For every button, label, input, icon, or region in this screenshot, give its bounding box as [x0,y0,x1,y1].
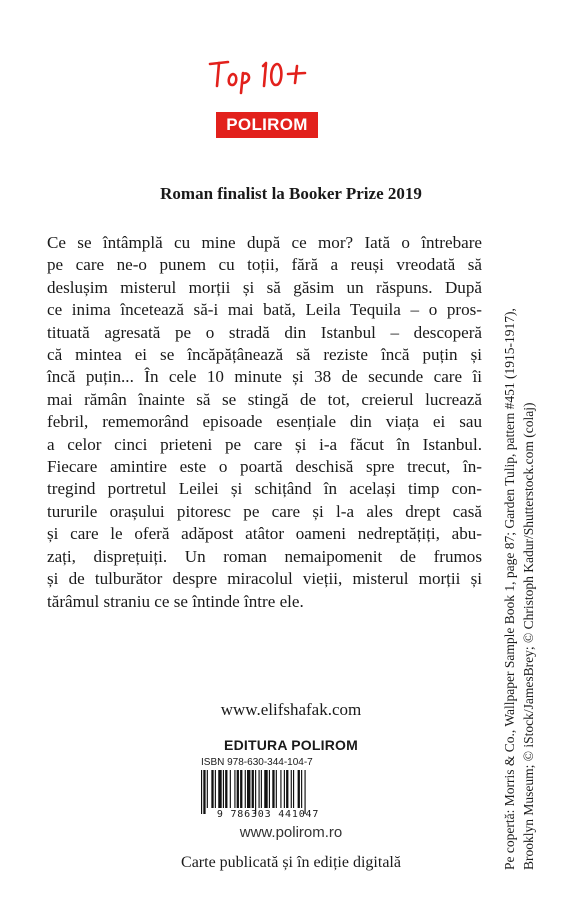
blurb-line: Ce se întâmplă cu mine după ce mor? Iată o întrebare [47,233,482,252]
blurb-line: tituată agresată pe o stradă din Istanbul – descoperă [47,322,482,342]
top10-logo [206,56,316,96]
publisher-website-link[interactable]: www.polirom.ro [239,824,343,841]
barcode-bar [305,770,306,814]
cover-credits-line: Brooklyn Museum; © iStock/JamesBrey; © Christoph Kadur/Shutterstock.com (colaj) [521,402,536,870]
barcode-graphic [197,770,339,814]
barcode-bar [230,770,231,808]
barcode-bar [201,770,202,814]
barcode-bar [280,770,281,808]
blurb-line: mai rămân înainte să se stingă de tot, creierul lucrează [47,389,482,409]
polirom-badge: POLIROM [216,112,318,138]
barcode-bar [293,770,294,808]
cover-credits [500,308,538,870]
barcode-bar [225,770,227,808]
barcode-bar [259,770,260,808]
blurb-line: pe care ne-o punem cu toții, fără a reuși vreodată să [47,255,482,275]
blurb-text [47,232,482,613]
top10-handwritten-logo [206,56,316,96]
blurb-line: deslușim misterul morții și să găsim un răspuns. După [47,277,482,297]
barcode-bar [245,770,246,808]
barcode-bar [218,770,221,808]
barcode-bar [203,770,205,814]
blurb-line: că mintea ei se încăpățânează să reziste încă puțin și [47,345,482,365]
barcode-bar [286,770,288,808]
blurb-line: încă puțin... În cele 10 minute și 38 de secunde care îi [47,367,482,387]
barcode-bar [223,770,224,808]
barcode-bar [207,770,208,808]
barcode-bar [252,770,254,808]
blurb-line: tregind portretul Leilei și schițând în același timp con- [47,479,482,499]
barcode-bars [197,770,339,814]
barcode-bar [269,770,270,808]
barcode-bar [211,770,213,808]
blurb-line: zați, disprețuiți. Un roman nemaipomenit de frumos [47,546,482,566]
barcode-bar [291,770,292,808]
author-website-link[interactable]: www.elifshafak.com [220,700,362,719]
barcode-bar [237,770,239,808]
blurb-line: Fiecare amintire este o poartă deschisă spre trecut, în- [47,457,482,477]
publisher-name: EDITURA POLIROM [224,737,358,753]
barcode-bar [234,770,235,808]
blurb-line: febril, rememorând episoade esențiale din viața ei sau [47,412,482,432]
blurb-line: tururile orașului pitoresc pe care și l-a ales drept casă [47,501,482,521]
isbn-barcode [197,757,339,814]
barcode-bar [284,770,285,808]
barcode-bar [261,770,262,808]
blurb-line: ce inima încetează să-i mai bată, Leila Tequila – o pros- [47,300,482,320]
barcode-bar [255,770,256,814]
barcode-bar [264,770,267,808]
cover-credits-line: Pe copertă: Morris & Co., Wallpaper Sample Book 1, page 87; Garden Tulip, pattern #451 (1915-1917), [502,308,517,870]
barcode-bar [272,770,274,808]
booker-subtitle: Roman finalist la Booker Prize 2019 [160,184,422,203]
barcode-bar [247,770,250,808]
barcode-bar [240,770,242,808]
barcode-bar [301,770,302,808]
barcode-bar [276,770,277,808]
digital-edition-note: Carte publicată și în ediție digitală [181,854,401,871]
blurb-line: a celor cinci prieteni pe care și i-a făcut în Istanbul. [47,434,482,454]
barcode-bar [215,770,216,808]
blurb-line: tărâmul straniu ce se întinde între ele. [47,591,304,611]
barcode-bar [298,770,300,808]
blurb-line: și care le oferă adăpost atâtor oameni nedreptățiți, abu- [47,524,482,544]
blurb-line: și de tulburător despre miracolul vieții, misterul morții și [47,569,482,589]
isbn-text: ISBN 978-630-344-104-7 [201,757,313,768]
barcode-digits: 9 786303 441047 [216,809,320,820]
